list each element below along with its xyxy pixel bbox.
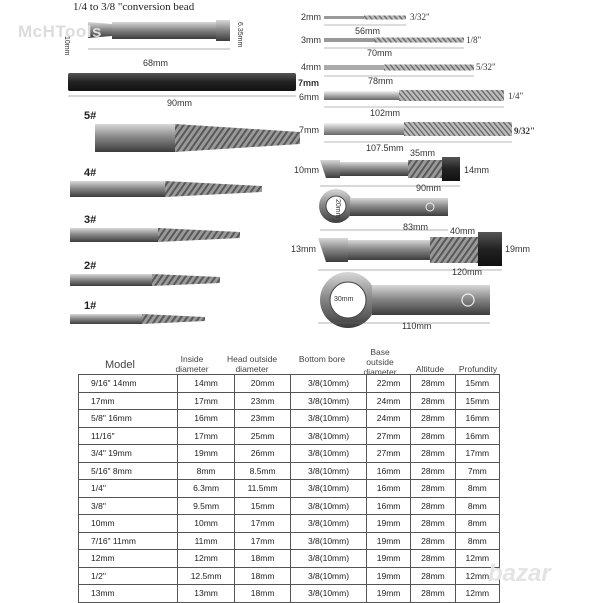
- cell-inside: 16mm: [178, 410, 235, 428]
- cell-altitude: 28mm: [411, 585, 455, 603]
- large-wrench-ring: 30mm: [334, 296, 354, 303]
- header-inside: Inside diameter: [175, 354, 209, 374]
- cell-bottom: 3/8(10mm): [291, 480, 367, 498]
- cell-base: 16mm: [366, 480, 410, 498]
- large-wrench-length: 110mm: [402, 321, 432, 331]
- cell-head: 18mm: [235, 567, 291, 585]
- cell-profundity: 12mm: [455, 567, 499, 585]
- drill-inch-6mm: 1/4": [508, 91, 524, 101]
- cell-inside: 10mm: [178, 515, 235, 533]
- small-extractor-tip: 10mm: [294, 165, 320, 175]
- cell-inside: 11mm: [178, 532, 235, 550]
- conversion-body: 10mm: [63, 36, 70, 56]
- cell-inside: 19mm: [178, 445, 235, 463]
- drill-diameter-7mm: 7mm: [299, 125, 319, 135]
- cell-head: 17mm: [235, 515, 291, 533]
- conversion-length: 68mm: [143, 58, 169, 68]
- cell-base: 22mm: [366, 375, 410, 393]
- cell-altitude: 28mm: [411, 375, 455, 393]
- cell-base: 19mm: [366, 567, 410, 585]
- cell-inside: 8mm: [178, 462, 235, 480]
- cell-base: 24mm: [366, 410, 410, 428]
- cell-altitude: 28mm: [411, 532, 455, 550]
- header-bottom: Bottom bore: [298, 354, 346, 364]
- cell-head: 17mm: [235, 532, 291, 550]
- drill-2mm: [324, 16, 406, 26]
- header-profundity: Profundity: [458, 364, 498, 374]
- drill-length-7mm: 107.5mm: [366, 143, 404, 153]
- cell-model: 11/16": [79, 427, 178, 445]
- drill-diameter-3mm: 3mm: [301, 35, 321, 45]
- drill-length-4mm: 78mm: [368, 76, 394, 86]
- cell-base: 19mm: [366, 532, 410, 550]
- cell-altitude: 28mm: [411, 480, 455, 498]
- cell-head: 15mm: [235, 497, 291, 515]
- cell-bottom: 3/8(10mm): [291, 550, 367, 568]
- extension-rod: [68, 73, 296, 96]
- table-row: [79, 445, 500, 463]
- cell-bottom: 3/8(10mm): [291, 532, 367, 550]
- rod-diameter: 7mm: [298, 78, 320, 88]
- table-row: [79, 375, 500, 393]
- table-row: [79, 497, 500, 515]
- cell-inside: 9.5mm: [178, 497, 235, 515]
- drill-inch-3mm: 1/8": [466, 35, 482, 45]
- cell-altitude: 28mm: [411, 392, 455, 410]
- cell-altitude: 28mm: [411, 497, 455, 515]
- cell-bottom: 3/8(10mm): [291, 585, 367, 603]
- extractor-2: [70, 274, 220, 286]
- cell-head: 23mm: [235, 392, 291, 410]
- cell-profundity: 17mm: [455, 445, 499, 463]
- cell-profundity: 8mm: [455, 480, 499, 498]
- header-head: Head outside diameter: [226, 354, 278, 374]
- extractor-size-4: 4#: [84, 167, 97, 179]
- table-row: [79, 427, 500, 445]
- small-extractor-hex: 14mm: [464, 165, 490, 175]
- small-extractor-thread: 35mm: [410, 148, 436, 158]
- drill-length-3mm: 70mm: [367, 48, 393, 58]
- drill-3mm: [324, 38, 464, 49]
- drill-inch-4mm: 5/32": [476, 62, 496, 72]
- large-extractor-length: 120mm: [452, 267, 483, 277]
- cell-profundity: 15mm: [455, 392, 499, 410]
- conversion-bit-size: 6.35mm: [236, 22, 243, 48]
- rod-length: 90mm: [167, 98, 193, 108]
- cell-bottom: 3/8(10mm): [291, 567, 367, 585]
- extractor-3: [70, 228, 240, 242]
- cell-bottom: 3/8(10mm): [291, 497, 367, 515]
- cell-profundity: 8mm: [455, 497, 499, 515]
- cell-bottom: 3/8(10mm): [291, 410, 367, 428]
- drill-inch-2mm: 3/32": [410, 12, 430, 22]
- extractor-size-1: 1#: [84, 300, 97, 312]
- header-model: Model: [105, 359, 135, 371]
- cell-model: 1/2": [79, 567, 178, 585]
- cell-base: 27mm: [366, 427, 410, 445]
- cell-bottom: 3/8(10mm): [291, 392, 367, 410]
- table-row: [79, 550, 500, 568]
- cell-model: 9/16" 14mm: [79, 375, 178, 393]
- drill-length-2mm: 56mm: [355, 26, 381, 36]
- cell-altitude: 28mm: [411, 567, 455, 585]
- brand-logo: McHTools: [18, 22, 102, 41]
- cell-bottom: 3/8(10mm): [291, 427, 367, 445]
- cell-base: 27mm: [366, 445, 410, 463]
- cell-model: 3/4" 19mm: [79, 445, 178, 463]
- large-bolt-extractor: [318, 232, 502, 270]
- cell-base: 19mm: [366, 515, 410, 533]
- cell-profundity: 16mm: [455, 427, 499, 445]
- drill-4mm: [324, 65, 474, 77]
- cell-model: 1/4": [79, 480, 178, 498]
- cell-model: 10mm: [79, 515, 178, 533]
- cell-profundity: 15mm: [455, 375, 499, 393]
- cell-altitude: 28mm: [411, 515, 455, 533]
- extractor-4: [70, 181, 262, 197]
- small-wrench-ring: 20mm: [334, 199, 341, 219]
- cell-model: 13mm: [79, 585, 178, 603]
- cell-profundity: 8mm: [455, 515, 499, 533]
- cell-inside: 12.5mm: [178, 567, 235, 585]
- cell-model: 7/16" 11mm: [79, 532, 178, 550]
- conversion-bead: [88, 20, 230, 49]
- cell-profundity: 12mm: [455, 585, 499, 603]
- table-row: [79, 392, 500, 410]
- cell-profundity: 16mm: [455, 410, 499, 428]
- cell-inside: 17mm: [178, 427, 235, 445]
- cell-profundity: 7mm: [455, 462, 499, 480]
- cell-inside: 14mm: [178, 375, 235, 393]
- cell-base: 16mm: [366, 462, 410, 480]
- drill-length-6mm: 102mm: [370, 108, 401, 118]
- cell-inside: 17mm: [178, 392, 235, 410]
- cell-inside: 12mm: [178, 550, 235, 568]
- header-altitude: Altitude: [415, 364, 445, 374]
- extractor-size-2: 2#: [84, 260, 97, 272]
- cell-altitude: 28mm: [411, 445, 455, 463]
- drill-inch-7mm: 9/32": [514, 126, 535, 136]
- cell-head: 18mm: [235, 585, 291, 603]
- cell-head: 23mm: [235, 410, 291, 428]
- spec-table: [78, 374, 500, 603]
- extractor-size-3: 3#: [84, 214, 97, 226]
- table-row: [79, 462, 500, 480]
- cell-profundity: 12mm: [455, 550, 499, 568]
- cell-altitude: 28mm: [411, 550, 455, 568]
- header-base: Base outside diameter: [363, 347, 397, 377]
- large-extractor-tip: 13mm: [291, 244, 317, 254]
- large-extractor-hex: 19mm: [505, 244, 531, 254]
- extractor-1: [70, 314, 205, 324]
- cell-base: 19mm: [366, 585, 410, 603]
- cell-model: 17mm: [79, 392, 178, 410]
- cell-model: 5/8" 16mm: [79, 410, 178, 428]
- cell-base: 24mm: [366, 392, 410, 410]
- drill-diameter-4mm: 4mm: [301, 62, 321, 72]
- cell-base: 19mm: [366, 550, 410, 568]
- cell-base: 16mm: [366, 497, 410, 515]
- cell-inside: 6.3mm: [178, 480, 235, 498]
- small-extractor-length: 90mm: [416, 183, 442, 193]
- drill-diameter-6mm: 6mm: [299, 92, 319, 102]
- cell-head: 11.5mm: [235, 480, 291, 498]
- cell-altitude: 28mm: [411, 427, 455, 445]
- small-wrench-length: 83mm: [403, 222, 429, 232]
- drill-diameter-2mm: 2mm: [301, 12, 321, 22]
- drill-7mm: [324, 122, 512, 142]
- conversion-title: 1/4 to 3/8 "conversion bead: [73, 1, 195, 13]
- cell-model: 5/16" 8mm: [79, 462, 178, 480]
- cell-inside: 13mm: [178, 585, 235, 603]
- extractor-5: [95, 124, 300, 152]
- cell-head: 26mm: [235, 445, 291, 463]
- cell-head: 20mm: [235, 375, 291, 393]
- drill-6mm: [324, 90, 504, 107]
- table-row: [79, 515, 500, 533]
- cell-altitude: 28mm: [411, 462, 455, 480]
- cell-bottom: 3/8(10mm): [291, 375, 367, 393]
- table-row: [79, 410, 500, 428]
- small-bolt-extractor: [320, 157, 460, 186]
- table-row: [79, 480, 500, 498]
- cell-profundity: 8mm: [455, 532, 499, 550]
- cell-bottom: 3/8(10mm): [291, 515, 367, 533]
- cell-bottom: 3/8(10mm): [291, 445, 367, 463]
- cell-altitude: 28mm: [411, 410, 455, 428]
- table-row: [79, 567, 500, 585]
- table-row: [79, 532, 500, 550]
- cell-model: 3/8": [79, 497, 178, 515]
- cell-head: 25mm: [235, 427, 291, 445]
- table-row: [79, 585, 500, 603]
- watermark: bazar: [488, 560, 551, 587]
- cell-model: 12mm: [79, 550, 178, 568]
- cell-bottom: 3/8(10mm): [291, 462, 367, 480]
- cell-head: 18mm: [235, 550, 291, 568]
- large-extractor-thread: 40mm: [450, 226, 476, 236]
- cell-head: 8.5mm: [235, 462, 291, 480]
- extractor-size-5: 5#: [84, 110, 97, 122]
